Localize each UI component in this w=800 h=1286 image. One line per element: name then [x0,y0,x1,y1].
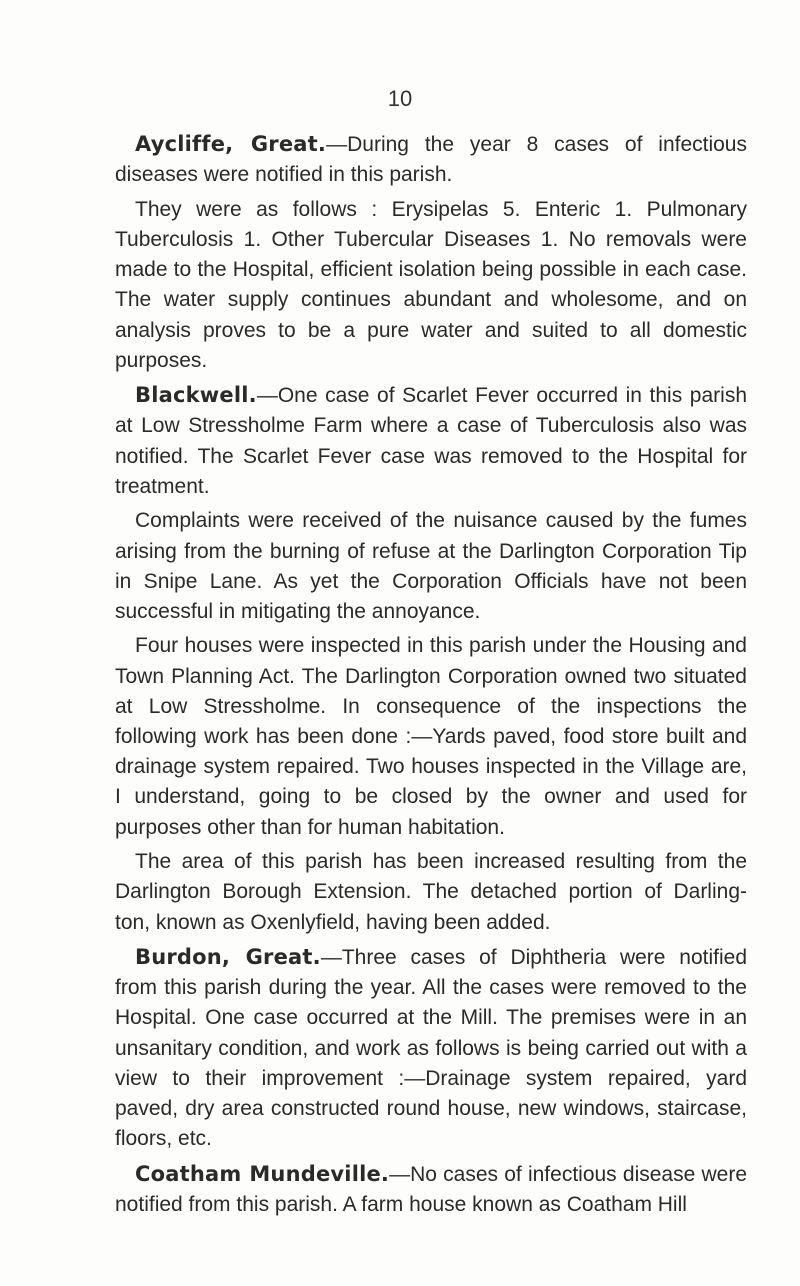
section-heading-burdon: Burdon, Great. [135,945,321,970]
paragraph: They were as follows : Erysipelas 5. Enteric 1. Pulmonary Tuberculosis 1. Other Tubercular Diseases 1. No removals were made to the Hospital, efficient isolation being possible in each case. The water supply continues abundant and wholesome, and on analysis proves to be a pure water and suited to all domestic purposes. [115,197,747,372]
paragraph-text: —No cases of infectious disease were notified from this parish. A farm house known as Coatham Hill [115,1162,747,1216]
document-body [115,129,747,1224]
paragraph-text: —During the year 8 cases of infectious diseases were notified in this parish. [115,133,747,187]
section-heading-aycliffe: Aycliffe, Great. [135,132,327,156]
section-heading-coatham: Coatham Mundeville. [135,1161,390,1186]
paragraph: Complaints were received of the nuisance caused by the fumes arising from the burning of refuse at the Darlington Corporation Tip in Snipe Lane. As yet the Corporation Officials have not been successful in mitigating the annoyance. [115,509,747,623]
section-blackwell-intro [115,380,747,502]
paragraph: Four houses were inspected in this parish under the Housing and Town Planning Act. The Darlington Corporation owned two situated at Low Stressholme. In consequence of the inspections the following work has been done :—Yards paved, food store built and drainage system repaired. Two houses inspected in the Village are, I understand, going to be closed by the owner and used for purposes other than for human habitation. [115,634,747,839]
page-number: 10 [387,86,413,111]
paragraph-text: —One case of Scarlet Fever occurred in this parish at Low Stressholme Farm where a case of Tuberculosis also was notified. The Scarlet Fever case was removed to the Hospital for treatment. [115,384,747,498]
section-burdon-intro [115,942,747,1154]
paragraph: The area of this parish has been increased resulting from the Darlington Borough Extension. The detached portion of Darling- ton, known as Oxenlyfield, having been added. [115,850,747,934]
section-heading-blackwell: Blackwell. [135,383,257,408]
section-coatham-intro [115,1159,747,1220]
section-aycliffe-intro [115,129,747,190]
paragraph-text: —Three cases of Diphtheria were notified from this parish during the year. All the cases were removed to the Hospital. One case occurred at the Mill. The premises were in an unsanitary condition, and work as follows is being carried out with a view to their improvement :—Drainage system repaired, yard paved, dry area constructed round house, new windows, staircase, floors, etc. [115,946,748,1151]
